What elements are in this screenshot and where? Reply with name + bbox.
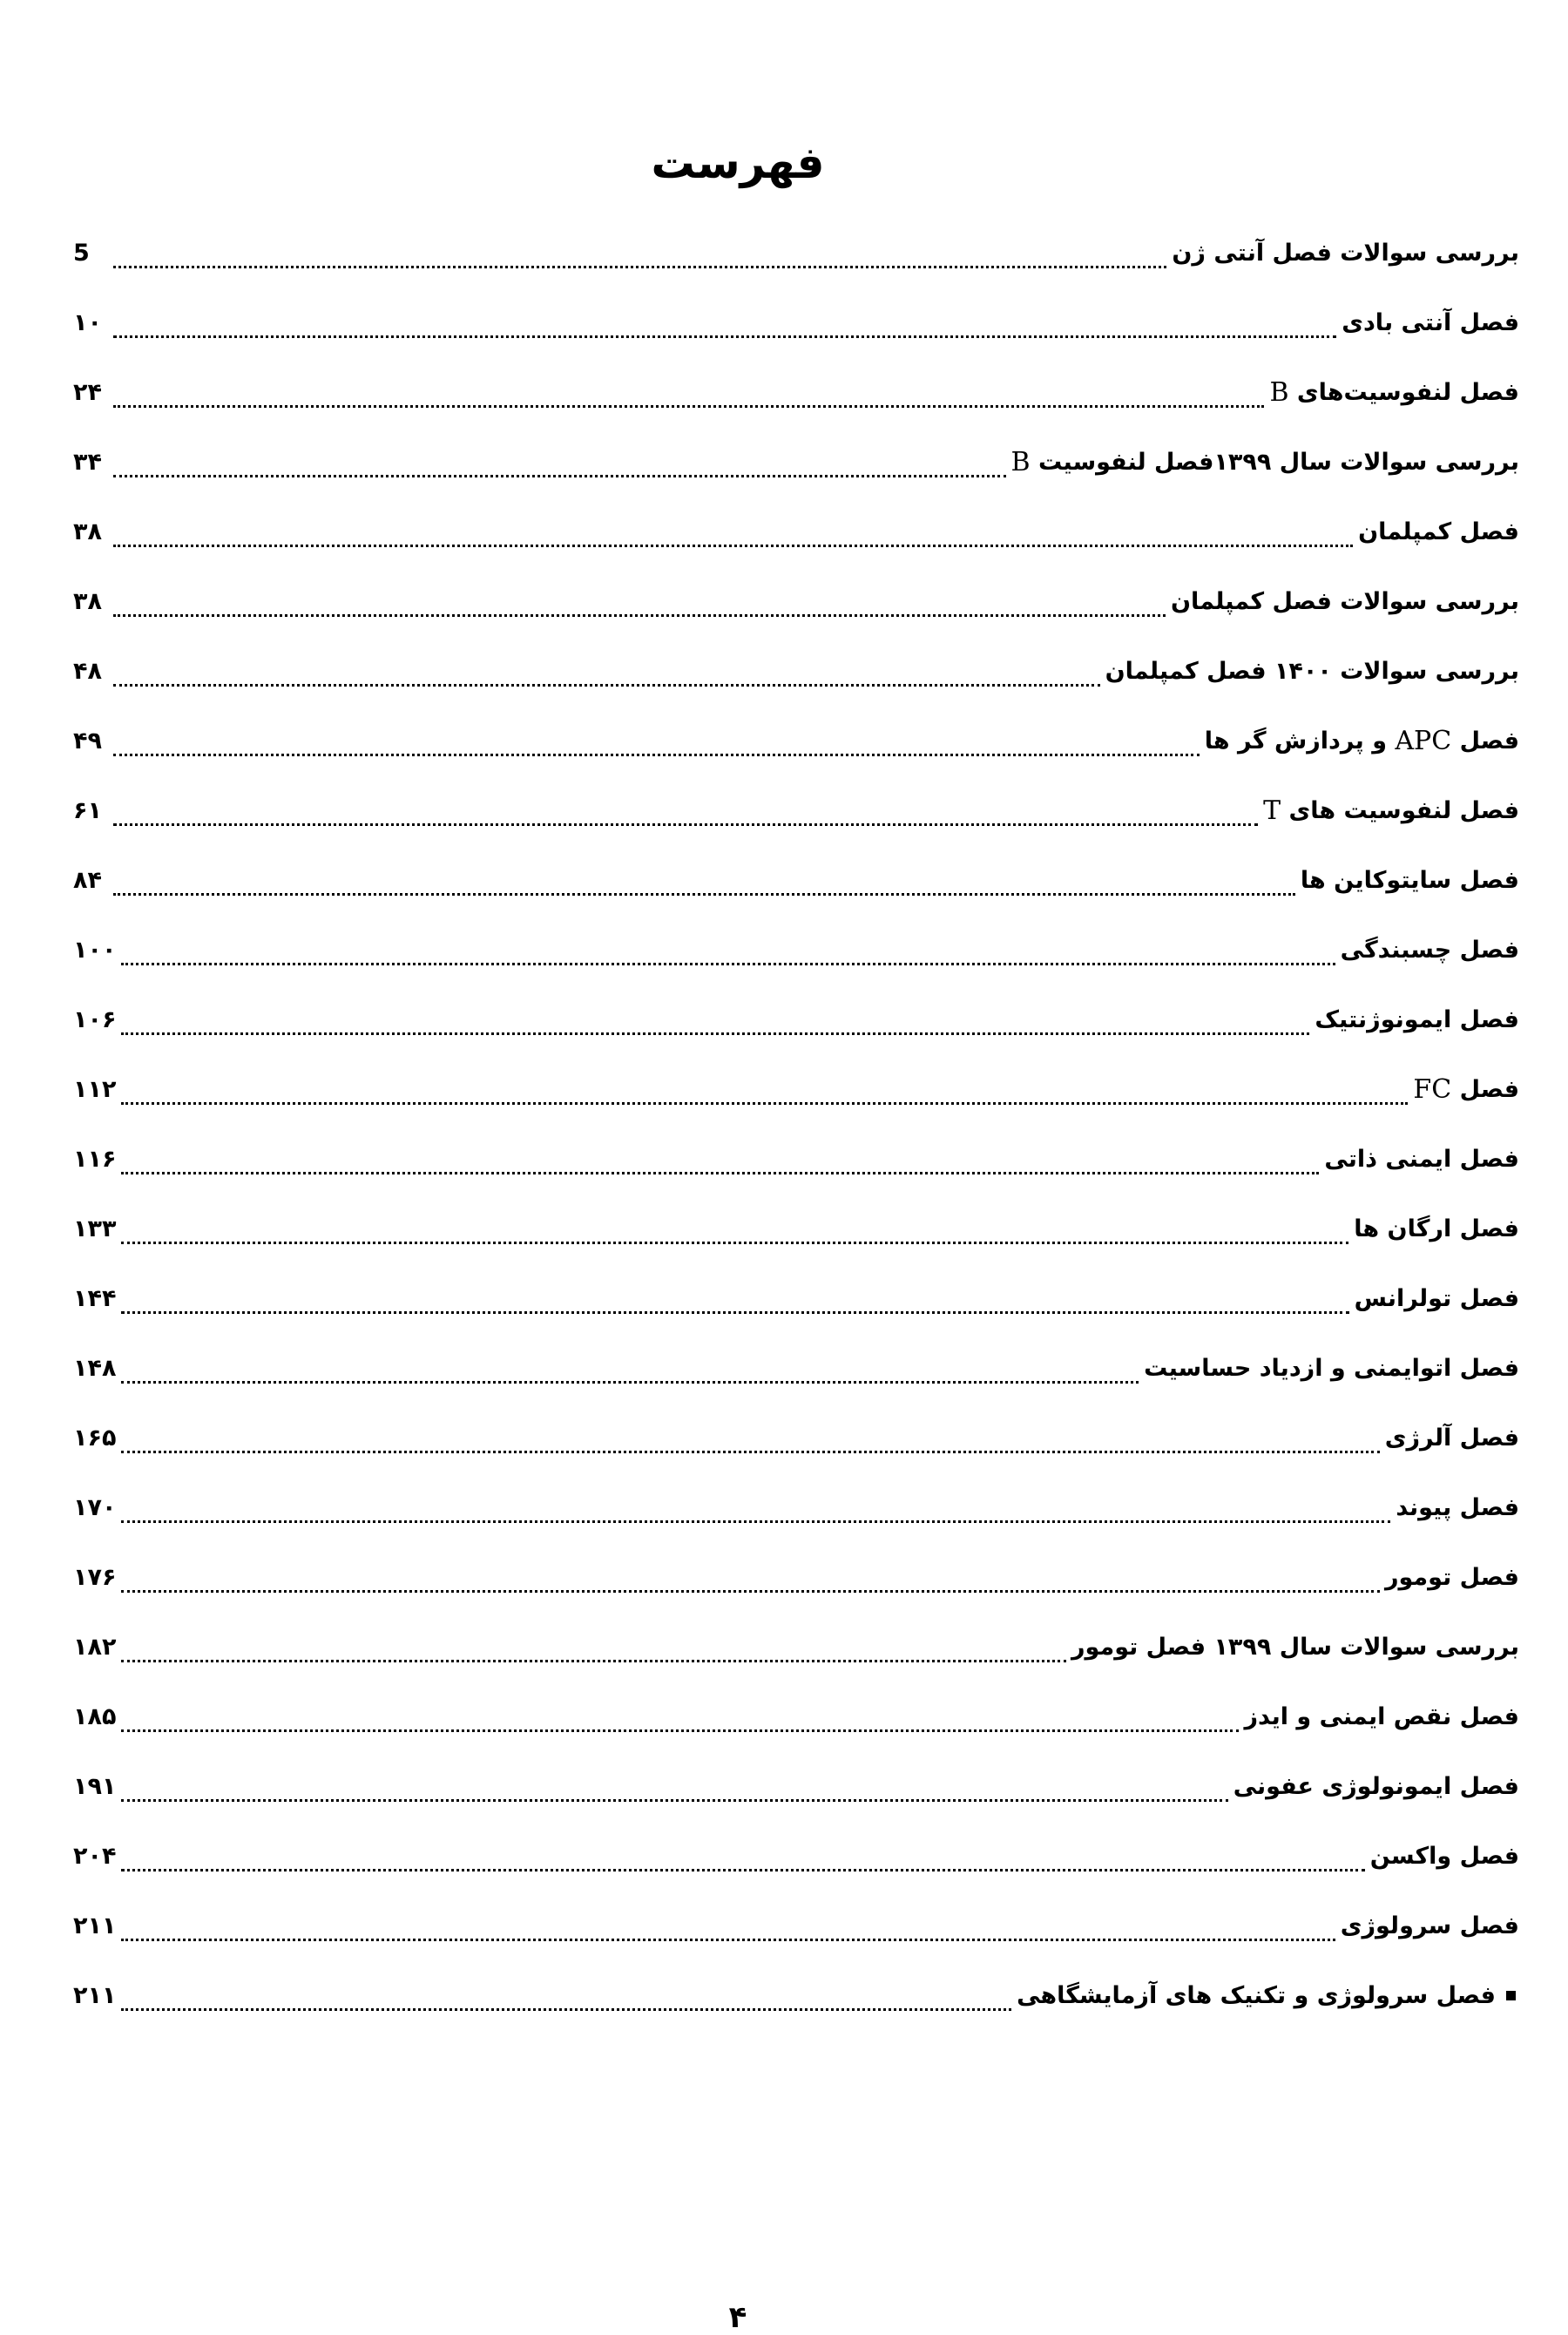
toc-entry-latin-term: B <box>1269 376 1289 408</box>
toc-entry[interactable] <box>73 985 1519 1054</box>
toc-entry-title <box>1342 309 1519 336</box>
toc-entry[interactable] <box>73 1333 1519 1403</box>
toc-entry-page-number: 5 <box>73 239 90 267</box>
dot-leader <box>121 1939 1335 1941</box>
toc-entry-label: بررسی سوالات ۱۴۰۰ فصل کمپلمان <box>1105 657 1519 685</box>
toc-entry-label: فصل ایمونوژنتیک <box>1315 1005 1519 1033</box>
toc-entry-page-number: ۳۸ <box>73 518 102 545</box>
toc-entry[interactable] <box>73 845 1519 915</box>
toc-entry-title <box>1105 658 1519 685</box>
toc-entry[interactable] <box>73 497 1519 566</box>
toc-entry[interactable] <box>73 1403 1519 1472</box>
toc-entry-title <box>1263 795 1519 826</box>
dot-leader <box>121 1381 1139 1384</box>
dot-leader <box>121 1729 1239 1732</box>
toc-entry-title <box>1011 447 1519 477</box>
toc-entry-label: فصل لنفوسیت‌های <box>1296 378 1519 406</box>
dot-leader <box>113 405 1264 408</box>
toc-entry[interactable] <box>73 1263 1519 1333</box>
dot-leader <box>121 1102 1408 1105</box>
toc-entry-label: فصل <box>1459 727 1519 755</box>
table-of-contents <box>73 218 1519 2030</box>
toc-entry-label: فصل لنفوسیت های <box>1288 796 1519 824</box>
dot-leader <box>121 1799 1227 1802</box>
toc-entry[interactable] <box>73 1960 1519 2030</box>
toc-entry[interactable] <box>73 1891 1519 1960</box>
toc-entry-page-number: ۱۷۰ <box>73 1493 117 1521</box>
toc-entry-page-number: ۴۹ <box>73 727 102 755</box>
dot-leader <box>121 1590 1380 1593</box>
toc-entry-label: فصل اتوایمنی و ازدیاد حساسیت <box>1144 1354 1519 1382</box>
toc-entry-title <box>1341 937 1519 964</box>
toc-entry-label: بررسی سوالات فصل کمپلمان <box>1170 587 1519 615</box>
dot-leader <box>121 1172 1319 1174</box>
dot-leader <box>121 1869 1364 1871</box>
toc-entry-label: فصل واکسن <box>1369 1842 1519 1870</box>
toc-entry[interactable] <box>73 636 1519 706</box>
dot-leader <box>113 335 1336 338</box>
dot-leader <box>113 614 1166 617</box>
toc-entry-page-number: ۱۸۲ <box>73 1633 117 1661</box>
toc-entry-title <box>1269 377 1519 408</box>
toc-entry-label: فصل نقص ایمنی و ایدز <box>1244 1702 1519 1730</box>
dot-leader <box>121 1520 1390 1523</box>
toc-entry-page-number: ۲۰۴ <box>73 1842 117 1870</box>
toc-entry[interactable] <box>73 1821 1519 1891</box>
toc-entry-page-number: ۱۷۶ <box>73 1563 117 1591</box>
toc-entry[interactable] <box>73 915 1519 985</box>
toc-entry-page-number: ۱۴۸ <box>73 1354 117 1382</box>
toc-entry-label: فصل آلرژی <box>1384 1424 1519 1452</box>
toc-entry-label: فصل ارگان ها <box>1354 1215 1519 1242</box>
dot-leader <box>113 684 1100 687</box>
toc-entry-label: فصل سرولوژی <box>1340 1912 1519 1939</box>
dot-leader <box>121 963 1335 965</box>
toc-entry-page-number: ۲۱۱ <box>73 1912 117 1939</box>
toc-entry-title <box>1205 726 1519 756</box>
toc-entry-title <box>1324 1146 1519 1173</box>
toc-entry[interactable] <box>73 1751 1519 1821</box>
toc-entry-title <box>1071 1634 1519 1661</box>
toc-entry[interactable] <box>73 775 1519 845</box>
toc-entry-page-number: ۱۸۵ <box>73 1702 117 1730</box>
toc-entry[interactable] <box>73 706 1519 775</box>
toc-entry-page-number: ۱۱۶ <box>73 1145 117 1173</box>
page-title: فهرست <box>651 138 825 188</box>
dot-leader <box>121 1311 1348 1314</box>
toc-entry-label: فصل <box>1459 1075 1519 1103</box>
toc-entry-page-number: ۱۹۱ <box>73 1772 117 1800</box>
toc-entry-page-number: ۳۸ <box>73 587 102 615</box>
dot-leader <box>121 1032 1309 1035</box>
toc-entry-label-suffix: و پردازش گر ها <box>1204 727 1387 755</box>
toc-entry-page-number: ۱۴۴ <box>73 1284 117 1312</box>
toc-entry[interactable] <box>73 566 1519 636</box>
toc-entry-title <box>1341 1912 1519 1939</box>
dot-leader <box>121 1660 1066 1662</box>
toc-entry-title <box>1144 1355 1519 1382</box>
toc-entry[interactable] <box>73 357 1519 427</box>
dot-leader <box>121 2008 1011 2011</box>
toc-entry-page-number: ۳۴ <box>73 448 102 476</box>
toc-entry-page-number: ۱۰۶ <box>73 1005 117 1033</box>
dot-leader <box>113 754 1200 756</box>
toc-entry-title <box>1385 1425 1519 1452</box>
toc-entry-latin-term: B <box>1010 446 1031 477</box>
toc-entry-title <box>1385 1564 1519 1591</box>
toc-entry-latin-term: T <box>1263 795 1281 826</box>
toc-entry-title <box>1370 1843 1519 1870</box>
toc-entry-label: فصل آنتی بادی <box>1342 308 1519 336</box>
toc-entry-label: بررسی سوالات فصل آنتی ژن <box>1172 239 1519 267</box>
toc-entry-page-number: ۱۰ <box>73 308 102 336</box>
page-number: ۴ <box>728 2300 747 2335</box>
toc-entry-label: فصل ایمونولوژی عفونی <box>1233 1772 1519 1800</box>
dot-leader <box>113 475 1006 477</box>
toc-entry-label: فصل تومور <box>1384 1563 1519 1591</box>
toc-entry-label: فصل سرولوژی و تکنیک های آزمایشگاهی <box>1017 1981 1496 2009</box>
toc-entry-latin-term: FC <box>1413 1073 1452 1105</box>
dot-leader <box>121 1242 1348 1244</box>
toc-entry[interactable] <box>73 1054 1519 1124</box>
dot-leader <box>113 893 1295 896</box>
toc-entry-page-number: ۶۱ <box>73 796 102 824</box>
toc-entry-page-number: ۱۱۲ <box>73 1075 117 1103</box>
dot-leader <box>113 823 1258 826</box>
toc-entry-label: فصل تولرانس <box>1354 1284 1519 1312</box>
dot-leader <box>113 266 1166 268</box>
toc-entry-page-number: ۱۰۰ <box>73 936 117 964</box>
toc-entry-title <box>1017 1982 1519 2009</box>
toc-entry[interactable] <box>73 288 1519 357</box>
toc-entry-label: فصل کمپلمان <box>1358 518 1519 545</box>
toc-entry-label: فصل ایمنی ذاتی <box>1324 1145 1519 1173</box>
toc-entry-label: فصل پیوند <box>1396 1493 1519 1521</box>
toc-entry-label: فصل سایتوکاین ها <box>1300 866 1519 894</box>
toc-entry-page-number: ۱۳۳ <box>73 1215 117 1242</box>
toc-entry-title <box>1354 1215 1519 1242</box>
toc-entry[interactable] <box>73 218 1519 288</box>
toc-entry-latin-term: APC <box>1395 725 1452 756</box>
toc-entry-title <box>1171 588 1519 615</box>
toc-entry[interactable] <box>73 427 1519 497</box>
toc-entry-title <box>1355 1285 1519 1312</box>
toc-entry[interactable] <box>73 1542 1519 1612</box>
toc-entry-title <box>1244 1703 1519 1730</box>
toc-entry-page-number: ۱۶۵ <box>73 1424 117 1452</box>
toc-entry-page-number: ۴۸ <box>73 657 102 685</box>
toc-entry-title <box>1396 1494 1519 1521</box>
toc-entry[interactable] <box>73 1682 1519 1751</box>
toc-entry-title <box>1358 518 1519 545</box>
dot-leader <box>113 545 1353 547</box>
toc-entry[interactable] <box>73 1612 1519 1682</box>
bullet-icon <box>1506 1991 1516 2000</box>
toc-entry-title <box>1233 1773 1519 1800</box>
toc-entry-title <box>1413 1074 1519 1105</box>
toc-entry-page-number: ۸۴ <box>73 866 102 894</box>
toc-entry-label: فصل چسبندگی <box>1340 936 1519 964</box>
toc-entry-page-number: ۲۴ <box>73 378 102 406</box>
toc-entry-label: بررسی سوالات سال ۱۳۹۹ فصل تومور <box>1071 1633 1519 1661</box>
toc-entry-title <box>1315 1006 1519 1033</box>
dot-leader <box>121 1451 1379 1453</box>
toc-entry-label: بررسی سوالات سال ۱۳۹۹فصل لنفوسیت <box>1037 448 1519 476</box>
toc-entry[interactable] <box>73 1194 1519 1263</box>
toc-entry-page-number: ۲۱۱ <box>73 1981 117 2009</box>
toc-entry[interactable] <box>73 1472 1519 1542</box>
toc-entry[interactable] <box>73 1124 1519 1194</box>
toc-entry-title <box>1301 867 1519 894</box>
toc-entry-title <box>1172 240 1519 267</box>
